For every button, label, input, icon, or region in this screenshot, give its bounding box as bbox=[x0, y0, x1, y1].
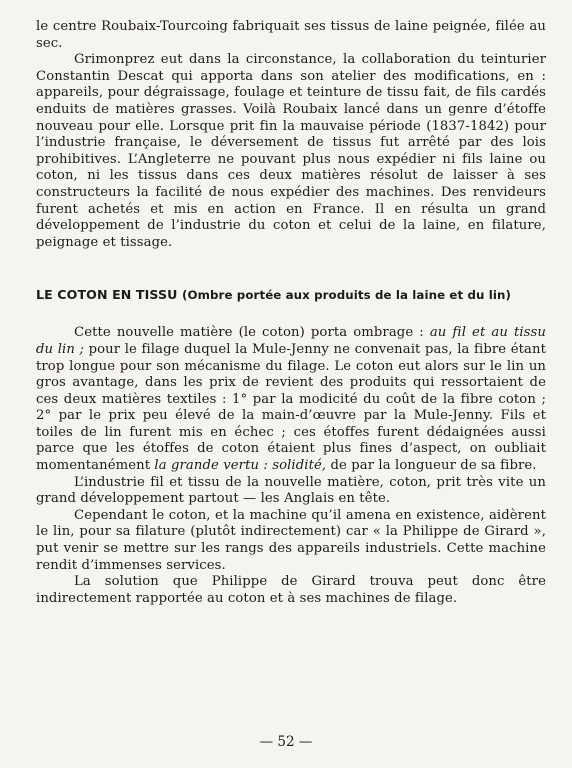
paragraph-solution: La solution que Philippe de Girard trouva peut donc être indirectement rapportée au coton et à ses machines de filage. bbox=[36, 574, 546, 606]
paragraph-industrie: L’industrie fil et tissu de la nouvelle matière, coton, prit très vite un grand développement partout — les Anglais en tête. bbox=[36, 474, 546, 507]
paragraph-coton bbox=[36, 325, 546, 474]
paragraph-grimonprez: Grimonprez eut dans la circonstance, la collaboration du teinturier Constantin Descat qui apporta dans son atelier des modifications, en : appareils, pour dégraissage, foulage et teinture de tissu fait, de fils cardés enduits de matières grasses. Voilà Roubaix lancé dans un genre d’étoffe nouveau pour elle. Lorsque prit fin la mauvaise période (1837-1842) pour l’industrie française, le déversement de tissus fut arrêté par des lois prohibitives. L’Angleterre ne pouvant plus nous expédier ni fils laine ou coton, ni les tissus dans ces deux matières résolut de laisser à ses constructeurs la facilité de nous expédier des machines. Des renvideurs furent achetés et mis en action en France. Il en résulta un grand développement de l’industrie du coton et celui de la laine, en filature, peignage et tissage. bbox=[36, 52, 546, 250]
paragraph-coton-part2: pour le filage duquel la Mule-Jenny ne convenait pas, la fibre étant trop longue pour son mécanisme du filage. Le coton eut alors sur le lin un gros avantage, dans les prix de revient des produits qui ressortaient de ces deux matières textiles : 1° par la modicité du coût de la fibre coton ; 2° par le prix peu élevé de la main-d’œuvre par la Mule-Jenny. Fils et toiles de lin furent mis en échec ; ces étoffes furent dédaignées aussi parce que les étoffes de coton étaient plus fines d’aspect, on oubliait momentanément bbox=[36, 341, 547, 474]
paragraph-continuation: le centre Roubaix-Tourcoing fabriquait ses tissus de laine peignée, filée au sec. bbox=[36, 19, 546, 51]
section-heading-subtitle: (Ombre portée aux produits de la laine et du lin) bbox=[182, 288, 511, 303]
paragraph-cependant: Cependant le coton, et la machine qu’il amena en existence, aidèrent le lin, pour sa filature (plutôt indirectement) car « la Philippe de Girard », put venir se mettre sur les rangs des appareils industriels. Cette machine rendit d’immenses services. bbox=[36, 507, 546, 573]
paragraph-coton-italic1: au fil et au tissu du lin ; bbox=[36, 325, 546, 357]
paragraph-coton-part1: Cette nouvelle matière (le coton) porta ombrage : bbox=[74, 325, 430, 341]
section-heading-title: LE COTON EN TISSU bbox=[36, 287, 178, 303]
page-number: — 52 — bbox=[259, 734, 313, 750]
section-heading bbox=[36, 287, 546, 303]
paragraph-coton-italic2: la grande vertu : solidité, bbox=[154, 458, 327, 474]
paragraph-coton-part3: de par la longueur de sa fibre. bbox=[326, 458, 537, 474]
